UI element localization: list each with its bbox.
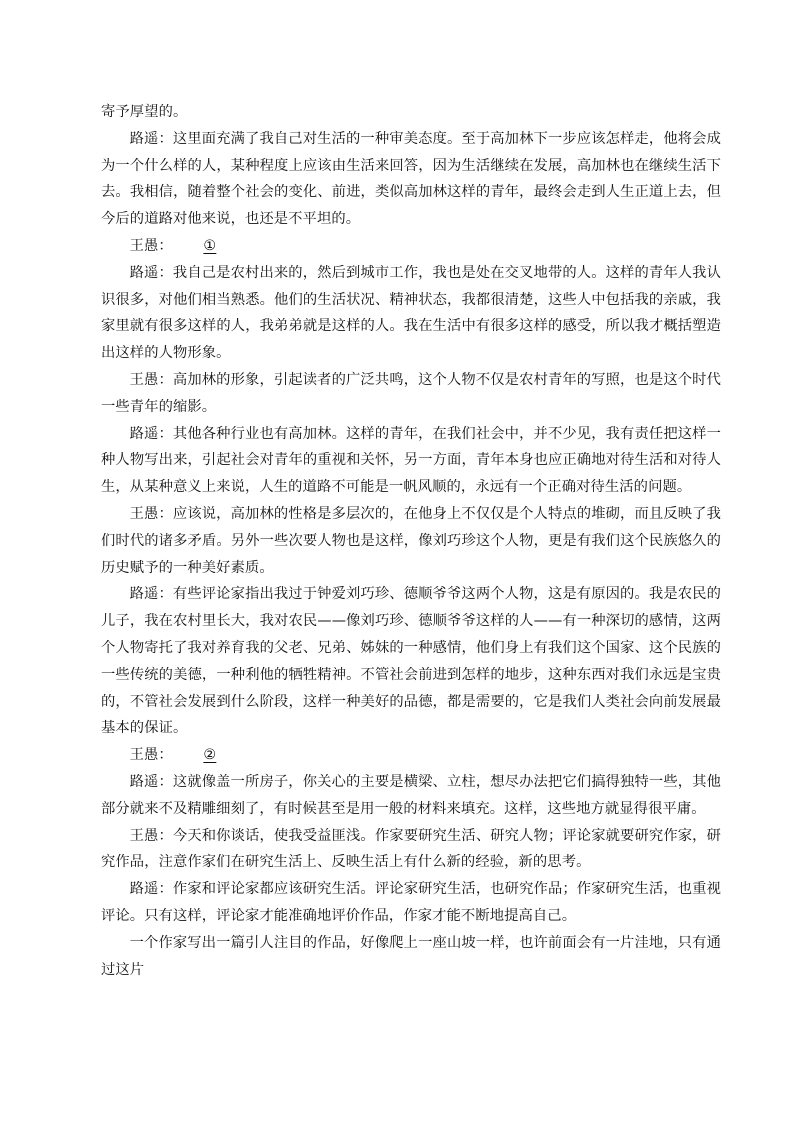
dialogue-luyao-6	[101, 876, 721, 930]
dialogue-luyao-2	[101, 260, 721, 367]
fill-blank-2: ②	[203, 747, 217, 764]
continuation-paragraph: 寄予厚望的。	[101, 104, 188, 120]
speaker-name: 路遥	[129, 264, 159, 281]
speaker-separator: ：	[158, 130, 173, 147]
dialogue-text: 高加林的形象，引起读者的广泛共鸣，这个人物不仅是农村青年的写照，也是这个时代一些青年的缩影。	[101, 371, 722, 415]
speaker-name: 路遥	[129, 425, 159, 442]
speaker-name: 路遥	[129, 586, 159, 603]
dialogue-text: 这就像盖一所房子，你关心的主要是横梁、立柱，想尽办法把它们搞得独特一些，其他部分就来不及精雕细刻了，有时候甚至是用一般的材料来填充。这样，这些地方就显得很平庸。	[101, 773, 722, 817]
dialogue-text: 有些评论家指出我过于钟爱刘巧珍、德顺爷爷这两个人物，这是有原因的。我是农民的儿子，我在农村里长大，我对农民——像刘巧珍、德顺爷爷这样的人——有一种深切的感情，这两个人物寄托了我对养育我的父老、兄弟、姊妹的一种感情，他们身上有我们这个国家、这个民族的一些传统的美德，一种利他的牺牲精神。不管社会前进到怎样的地步，这种东西对我们永远是宝贵的，不管社会发展到什么阶段，这样一种美好的品德，都是需要的，它是我们人类社会向前发展最基本的保证。	[101, 586, 722, 737]
closing-paragraph: 一个作家写出一篇引人注目的作品，好像爬上一座山坡一样，也许前面会有一片洼地，只有通过这片	[101, 934, 721, 978]
dialogue-text: 今天和你谈话，使我受益匪浅。作家要研究生活、研究人物；评论家就要研究作家，研究作品，注意作家们在研究生活上、反映生活上有什么新的经验，新的思考。	[101, 827, 722, 871]
article-body	[101, 99, 721, 983]
speaker-name: 王愚	[129, 827, 159, 844]
speaker-name: 路遥	[129, 130, 159, 147]
dialogue-text: 其他各种行业也有高加林。这样的青年，在我们社会中，并不少见，我有责任把这样一种人物写出来，引起社会对青年的重视和关怀，另一方面，青年本身也应正确地对待生活和对待人生，从某种意义上来说，人生的道路不可能是一帆风顺的，永远有一个正确对待生活的问题。	[101, 425, 722, 496]
dialogue-wangyu-2	[101, 367, 721, 421]
fill-blank-1: ①	[203, 237, 217, 254]
speaker-separator: ：	[158, 881, 173, 898]
speaker-separator: ：	[158, 371, 173, 388]
speaker-name: 王愚	[129, 747, 159, 764]
dialogue-wangyu-blank-1	[101, 233, 721, 260]
speaker-separator: ：	[158, 747, 173, 764]
speaker-separator: ：	[158, 264, 173, 281]
speaker-separator: ：	[158, 505, 173, 522]
dialogue-wangyu-blank-2	[101, 742, 721, 769]
dialogue-text: 我自己是农村出来的，然后到城市工作，我也是处在交叉地带的人。这样的青年人我认识很多，对他们相当熟悉。他们的生活状况、精神状态，我都很清楚，这些人中包括我的亲戚，我家里就有很多这样的人，我弟弟就是这样的人。我在生活中有很多这样的感受，所以我才概括塑造出这样的人物形象。	[101, 264, 722, 362]
speaker-separator: ：	[158, 586, 173, 603]
dialogue-text: 应该说，高加林的性格是多层次的，在他身上不仅仅是个人特点的堆砌，而且反映了我们时代的诸多矛盾。另外一些次要人物也是这样，像刘巧珍这个人物，更是有我们这个民族悠久的历史赋予的一种美好素质。	[101, 505, 722, 576]
dialogue-luyao-4	[101, 581, 721, 742]
dialogue-text: 作家和评论家都应该研究生活。评论家研究生活，也研究作品；作家研究生活，也重视评论。只有这样，评论家才能准确地评价作品，作家才能不断地提高自己。	[101, 881, 722, 924]
dialogue-wangyu-4	[101, 823, 721, 877]
speaker-separator: ：	[158, 827, 173, 844]
dialogue-wangyu-3	[101, 501, 721, 581]
dialogue-text: 这里面充满了我自己对生活的一种审美态度。至于高加林下一步应该怎样走，他将会成为一个什么样的人，某种程度上应该由生活来回答，因为生活继续在发展，高加林也在继续生活下去。我相信，随着整个社会的变化、前进，类似高加林这样的青年，最终会走到人生正道上去，但今后的道路对他来说，也还是不平坦的。	[101, 130, 722, 228]
dialogue-luyao-3	[101, 421, 721, 501]
speaker-separator: ：	[158, 773, 173, 790]
speaker-name: 王愚	[129, 371, 159, 388]
dialogue-luyao-5	[101, 769, 721, 823]
speaker-separator: ：	[158, 237, 173, 254]
dialogue-luyao-1	[101, 126, 721, 233]
speaker-name: 王愚	[129, 505, 159, 522]
speaker-separator: ：	[158, 425, 173, 442]
speaker-name: 王愚	[129, 237, 159, 254]
speaker-name: 路遥	[129, 773, 159, 790]
speaker-name: 路遥	[129, 881, 159, 898]
